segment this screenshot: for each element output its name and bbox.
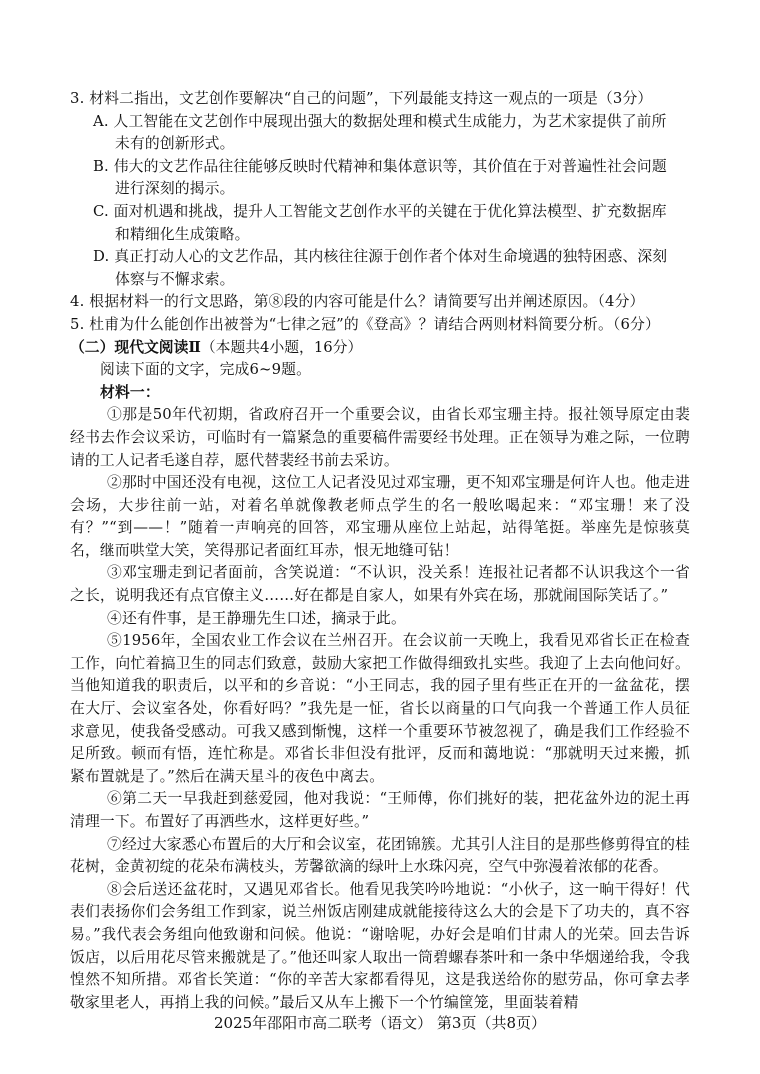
page-footer: 2025年邵阳市高二联考（语文） 第3页（共8页） bbox=[213, 1014, 547, 1032]
question-3-option-d-line1: D. 真正打动人心的文艺作品，其内核往往源于创作者个体对生命境遇的独特困惑、深刻 bbox=[93, 248, 668, 266]
question-3-option-d-line2: 体察与不懈求索。 bbox=[115, 270, 235, 288]
paragraph-3: ③邓宝珊走到记者面前，含笑说道：“不认识，没关系！连报社记者都不认识我这个一省之长，说明我还有点官僚主义……好在都是自家人，如果有外宾在场，那就闹国际笑话了。” bbox=[70, 564, 690, 605]
paragraph-1: ①那是50年代初期，省政府召开一个重要会议，由省长邓宝珊主持。报社领导原定由裴经书去作会议采访，可临时有一篇紧急的重要稿件需要经书处理。正在领导为难之际，一位聘请的工人记者毛遂自荐，愿代替裴经书前去采访。 bbox=[70, 406, 690, 469]
paragraph-5: ⑤1956年，全国农业工作会议在兰州召开。在会议前一天晚上，我看见邓省长正在检查工作，向忙着搞卫生的同志们致意，鼓励大家把工作做得细致扎实些。我迎了上去向他问好。当他知道我的职责后，以平和的乡音说：“小王同志，我的园子里有些正在开的一盆盆花，摆在大厅、会议室各处，你看好吗？”我先是一怔，省长以商量的口气向我一个普通工作人员征求意见，使我备受感动。可我又感到惭愧，这样一个重要环节被忽视了，确是我们工作经验不足所致。顿而有悟，连忙称是。邓省长非但没有批评，反而和蔼地说：“那就明天过来搬，抓紧布置就是了。”然后在满天星斗的夜色中离去。 bbox=[70, 632, 690, 785]
question-3-stem: 3. 材料二指出，文艺创作要解决“自己的问题”，下列最能支持这一观点的一项是（3分） bbox=[70, 90, 653, 107]
reading-instruction: 阅读下面的文字，完成6~9题。 bbox=[100, 361, 312, 379]
section-title: （二）现代文阅读Ⅱ bbox=[70, 338, 201, 356]
paragraph-4: ④还有件事，是王静珊先生口述，摘录于此。 bbox=[107, 609, 406, 627]
question-3-option-a-line2: 未有的创新形式。 bbox=[115, 135, 235, 153]
section-heading bbox=[70, 337, 690, 360]
material-label: 材料一： bbox=[100, 383, 160, 401]
question-4: 4. 根据材料一的行文思路，第⑧段的内容可能是什么？请简要写出并阐述原因。（4分） bbox=[70, 293, 645, 311]
section-note: （本题共4小题，16分） bbox=[200, 338, 363, 356]
question-3-option-a-line1: A. 人工智能在文艺创作中展现出强大的数据处理和模式生成能力，为艺术家提供了前所 bbox=[93, 112, 667, 130]
paragraph-8: ⑧会后送还盆花时，又遇见邓省长。他看见我笑吟吟地说：“小伙子，这一晌干得好！代表们表扬你们会务组工作到家，说兰州饭店刚建成就能接待这么大的会是下了功夫的，真不容易。”我代表会务组向他致谢和问候。他说：“谢啥呢，办好会是咱们甘肃人的光荣。回去告诉饭店，以后用花尽管来搬就是了。”他还叫家人取出一筒碧螺春茶叶和一条中华烟递给我，令我惶然不知所措。邓省长笑道：“你的辛苦大家都看得见，这是我送给你的慰劳品，你可拿去孝敬家里老人，再捎上我的问候。”最后又从车上搬下一个竹编筐笼，里面装着精 bbox=[70, 880, 690, 1011]
paragraph-2: ②那时中国还没有电视，这位工人记者没见过邓宝珊，更不知邓宝珊是何许人也。他走进会场，大步往前一站，对着名单就像教老师点学生的名一般吆喝起来：“邓宝珊！来了没有？”“到——！”随着一声响亮的回答，邓宝珊从座位上站起，站得笔挺。举座先是惊骇莫名，继而哄堂大笑，笑得那记者面红耳赤，恨无地缝可钻！ bbox=[70, 474, 690, 559]
question-3-option-b-line1: B. 伟大的文艺作品往往能够反映时代精神和集体意识等，其价值在于对普遍性社会问题 bbox=[93, 157, 667, 175]
paragraph-6: ⑥第二天一早我赶到慈爱园，他对我说：“王师傅，你们挑好的装，把花盆外边的泥土再清理一下。布置好了再洒些水，这样更好些。” bbox=[70, 790, 690, 830]
question-3-option-b-line2: 进行深刻的揭示。 bbox=[115, 180, 235, 198]
question-3-option-c-line1: C. 面对机遇和挑战，提升人工智能文艺创作水平的关键在于优化算法模型、扩充数据库 bbox=[93, 202, 667, 220]
question-3-option-c-line2: 和精细化生成策略。 bbox=[115, 225, 250, 243]
question-5: 5. 杜甫为什么能创作出被誉为“七律之冠”的《登高》？请结合两则材料简要分析。（6分） bbox=[70, 315, 660, 333]
paragraph-7: ⑦经过大家悉心布置后的大厅和会议室，花团锦簇。尤其引人注目的是那些修剪得宜的桂花树，金黄初绽的花朵布满枝头，芳馨欲滴的绿叶上水珠闪亮，空气中弥漫着浓郁的花香。 bbox=[70, 835, 690, 876]
